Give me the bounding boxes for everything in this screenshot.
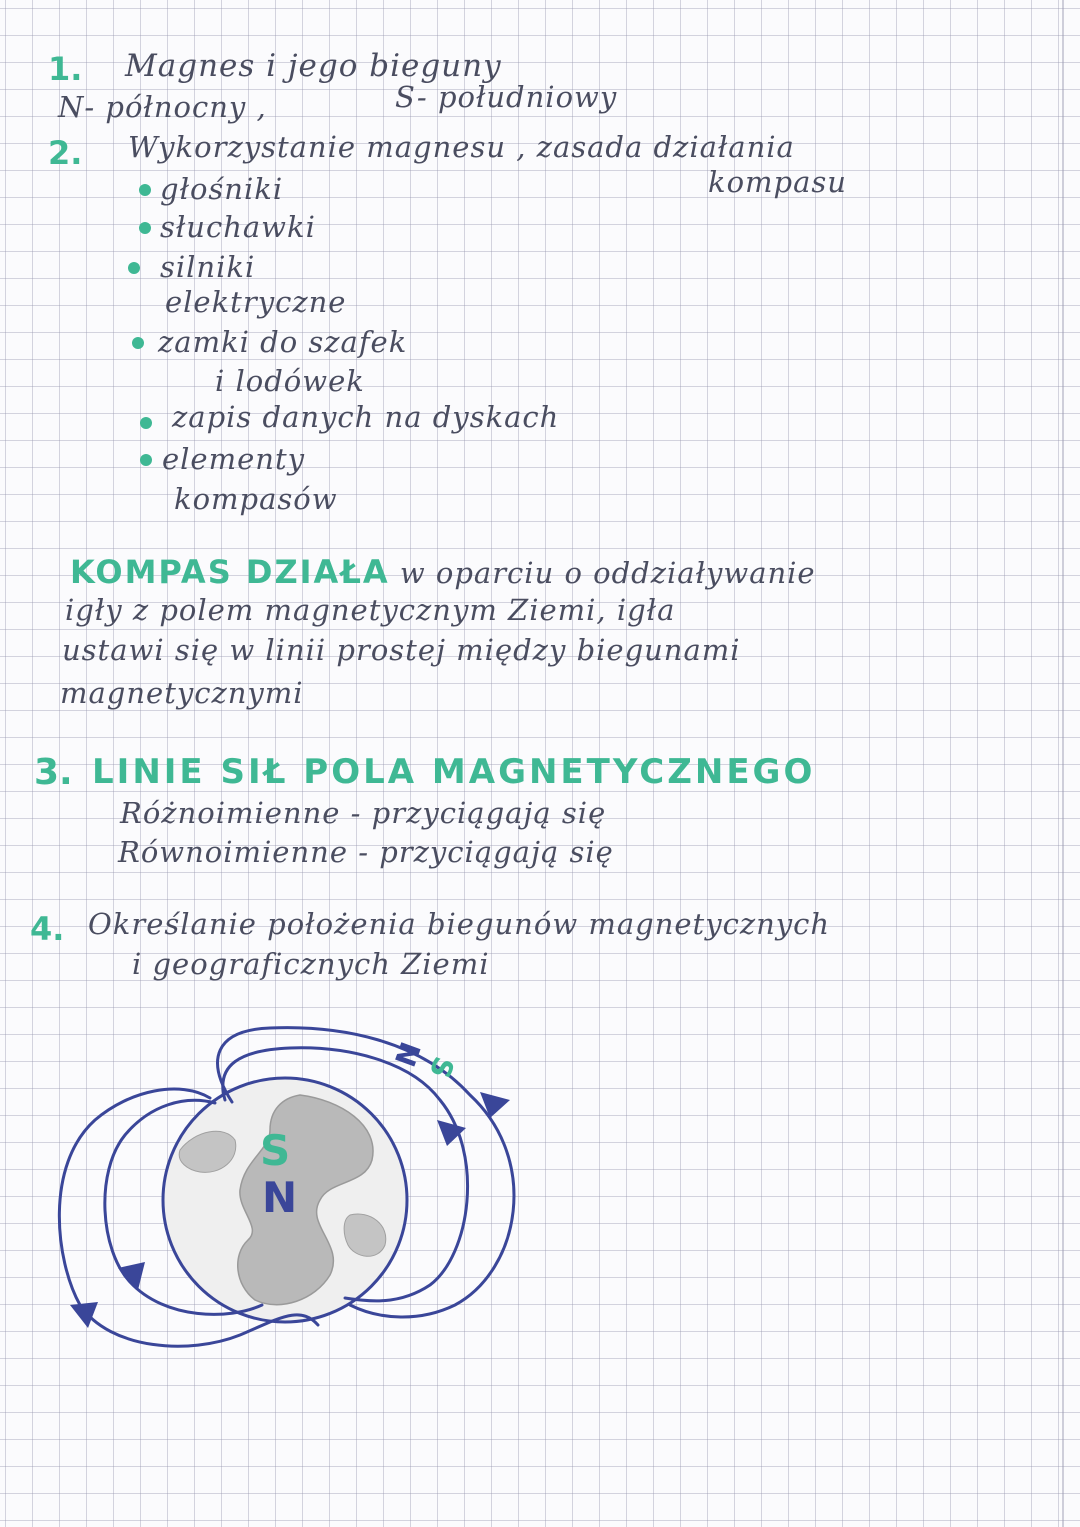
arrow-icon	[118, 1262, 145, 1290]
section-4-title: Określanie położenia biegunów magnetycznych	[88, 907, 831, 941]
globe-label-bottom: N	[262, 1173, 298, 1222]
list-item: silniki	[160, 250, 256, 284]
section-3-line-2: Równoimienne - przyciągają się	[118, 835, 614, 869]
top-label-left: N	[387, 1037, 427, 1071]
section-2-number: 2.	[48, 134, 83, 172]
compass-note-line-4: magnetycznymi	[60, 676, 304, 710]
list-item-cont: elektryczne	[165, 285, 347, 319]
list-item: słuchawki	[160, 210, 316, 244]
compass-note-line-3: ustawi się w linii prostej między biegunami	[62, 633, 741, 667]
compass-note-line-2: igły z polem magnetycznym Ziemi, igła	[65, 593, 676, 627]
arrow-icon	[480, 1092, 510, 1118]
section-3-number: 3.	[34, 752, 73, 793]
list-item-cont: kompasów	[174, 482, 338, 516]
section-4-title-cont: i geograficznych Ziemi	[132, 947, 490, 981]
list-item: elementy	[162, 442, 305, 476]
compass-note-highlight: KOMPAS DZIAŁA	[70, 553, 390, 591]
globe-label-top: S	[260, 1126, 291, 1175]
pole-north-text: N- północny ,	[58, 90, 267, 124]
section-1-title: Magnes i jego bieguny	[125, 48, 502, 84]
list-item: zapis danych na dyskach	[172, 400, 560, 434]
list-item: zamki do szafek	[158, 325, 408, 359]
top-label-right: S	[422, 1052, 461, 1083]
compass-note-line-1-text: w oparciu o oddziaływanie	[399, 556, 816, 590]
pole-south-text: S- południowy	[395, 80, 618, 114]
section-1-number: 1.	[48, 50, 83, 88]
section-2-title-cont: kompasu	[708, 165, 847, 199]
section-3-line-1: Różnoimienne - przyciągają się	[120, 796, 607, 830]
section-3-title: LINIE SIŁ POLA MAGNETYCZNEGO	[92, 752, 816, 792]
section-4-number: 4.	[30, 910, 65, 948]
arrow-icon	[70, 1302, 98, 1328]
list-item: głośniki	[160, 172, 284, 206]
section-2-title: Wykorzystanie magnesu , zasada działania	[128, 130, 795, 164]
list-item-cont: i lodówek	[215, 364, 365, 398]
